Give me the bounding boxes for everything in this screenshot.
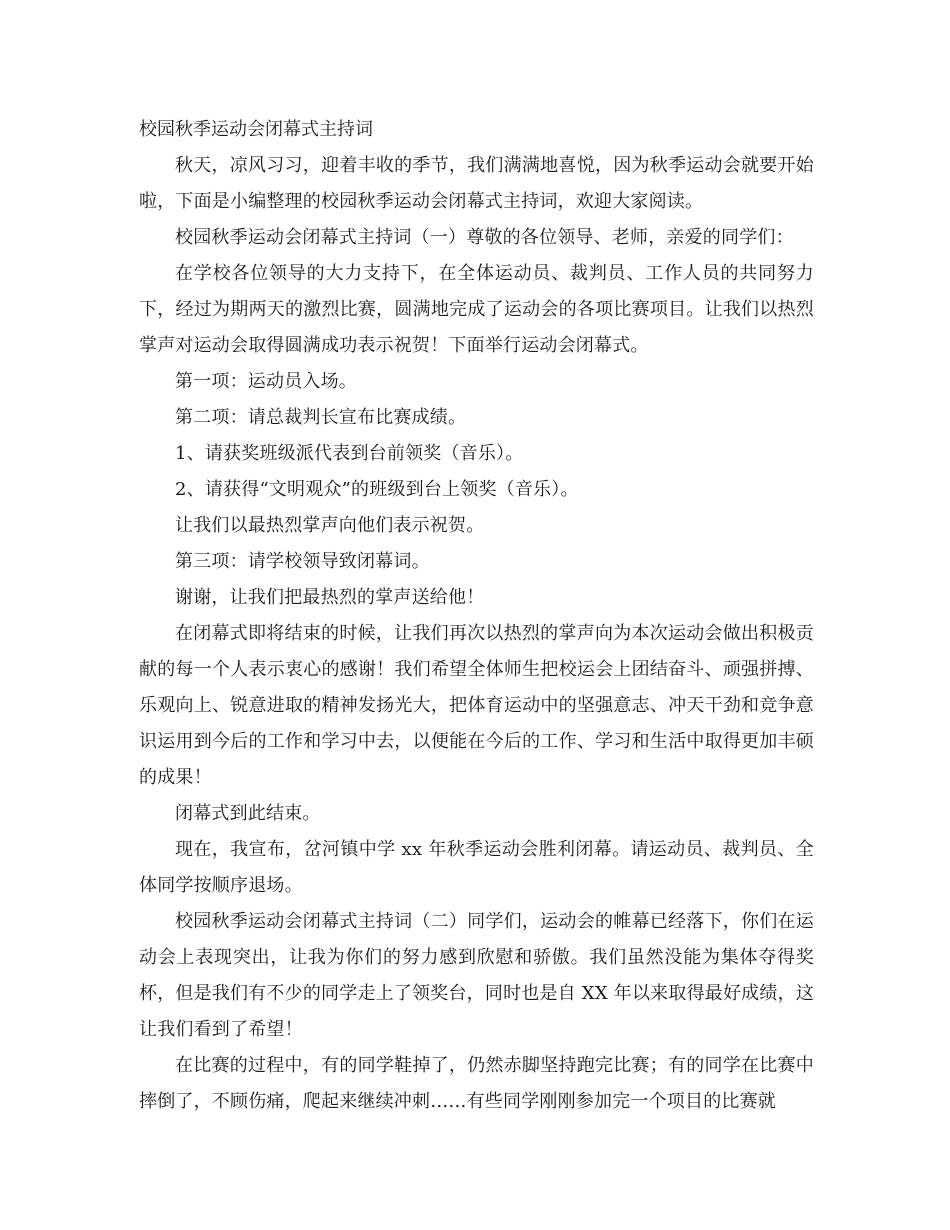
paragraph-award-one: 1、请获奖班级派代表到台前领奖（音乐）。	[175, 443, 524, 464]
paragraph-speech-two: 校园秋季运动会闭幕式主持词（二）同学们，运动会的帷幕已经落下，你们在运动会上表现突出，让我为你们的努力感到欣慰和骄傲。我们虽然没能为集体夺得奖杯，但是我们有不少的同学走上了领奖台，同时也是自 XX 年以来取得最好成绩，这让我们看到了希望！	[139, 911, 814, 1040]
paragraph-item-one: 第一项：运动员入场。	[175, 371, 357, 392]
paragraph-applause: 让我们以最热烈掌声向他们表示祝贺。	[175, 515, 485, 536]
paragraph-speech-one-heading: 校园秋季运动会闭幕式主持词（一）尊敬的各位领导、老师，亲爱的同学们：	[175, 227, 794, 248]
document-title: 校园秋季运动会闭幕式主持词	[139, 119, 373, 140]
paragraph-thanks: 谢谢，让我们把最热烈的掌声送给他！	[175, 587, 485, 608]
paragraph-item-three: 第三项：请学校领导致闭幕词。	[175, 551, 430, 572]
document-body	[139, 112, 814, 1120]
paragraph-closing-remarks: 在闭幕式即将结束的时候，让我们再次以热烈的掌声向为本次运动会做出积极贡献的每一个人表示衷心的感谢！我们希望全体师生把校运会上团结奋斗、顽强拼搏、乐观向上、锐意进取的精神发扬光大，把体育运动中的坚强意志、冲天干劲和竞争意识运用到今后的工作和学习中去，以便能在今后的工作、学习和生活中取得更加丰硕的成果！	[139, 623, 814, 788]
paragraph-award-two: 2、请获得“文明观众”的班级到台上领奖（音乐）。	[175, 479, 579, 500]
paragraph-closing-end: 闭幕式到此结束。	[175, 803, 321, 824]
paragraph-competition: 在比赛的过程中，有的同学鞋掉了，仍然赤脚坚持跑完比赛；有的同学在比赛中摔倒了，不顾伤痛，爬起来继续冲刺……有些同学刚刚参加完一个项目的比赛就	[139, 1055, 814, 1112]
paragraph-announcement: 现在，我宣布，岔河镇中学 xx 年秋季运动会胜利闭幕。请运动员、裁判员、全体同学按顺序退场。	[139, 839, 814, 896]
paragraph-intro: 秋天，凉风习习，迎着丰收的季节，我们满满地喜悦，因为秋季运动会就要开始啦，下面是小编整理的校园秋季运动会闭幕式主持词，欢迎大家阅读。	[139, 155, 814, 212]
paragraph-item-two: 第二项：请总裁判长宣布比赛成绩。	[175, 407, 467, 428]
paragraph-opening: 在学校各位领导的大力支持下，在全体运动员、裁判员、工作人员的共同努力下，经过为期两天的激烈比赛，圆满地完成了运动会的各项比赛项目。让我们以热烈掌声对运动会取得圆满成功表示祝贺！下面举行运动会闭幕式。	[139, 263, 814, 356]
